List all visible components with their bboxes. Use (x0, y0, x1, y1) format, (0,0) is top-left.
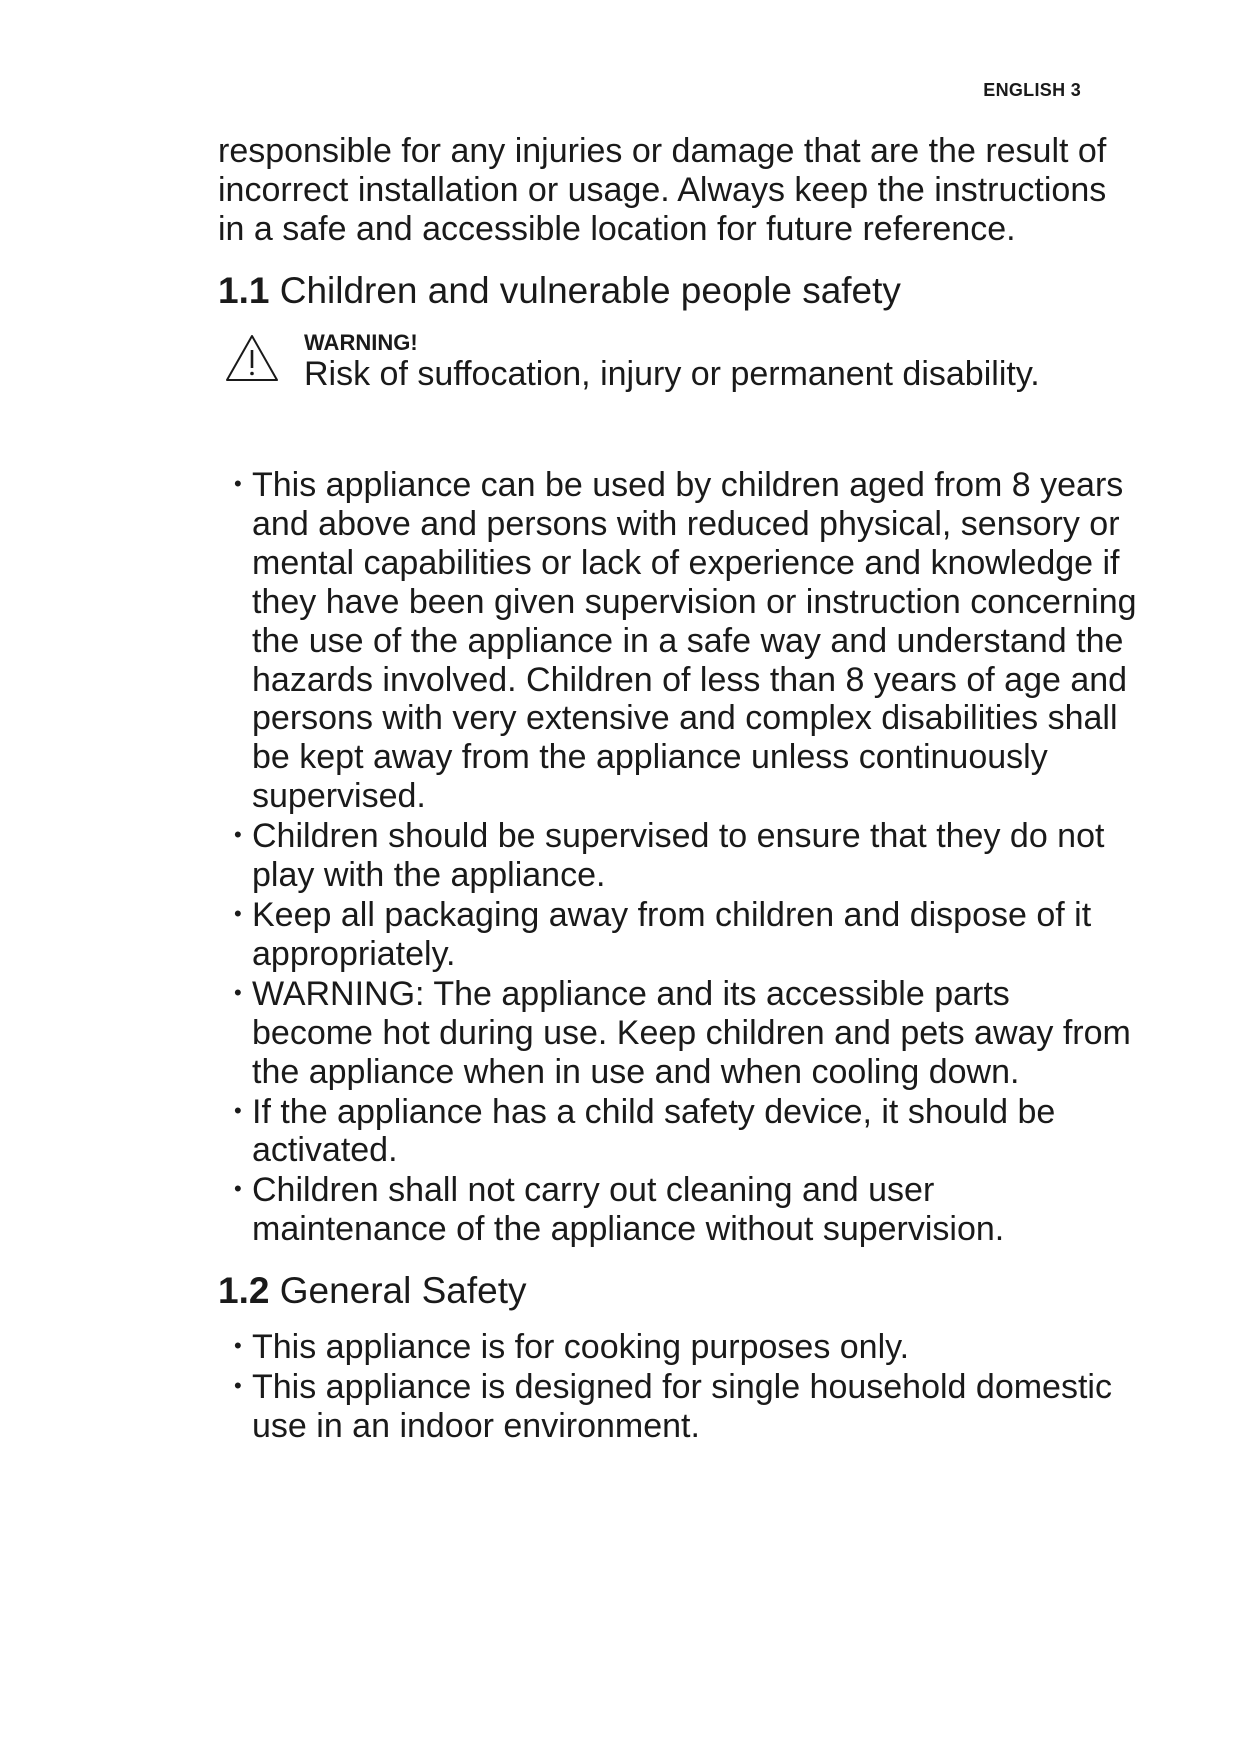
list-item (218, 895, 1138, 974)
section-number: 1.2 (218, 1270, 270, 1312)
bullet-dot: • (234, 979, 242, 1005)
warning-text: Risk of suffocation, injury or permanent disability. (304, 355, 1040, 393)
page-header: ENGLISH 3 (983, 80, 1081, 100)
warning-title: WARNING! (304, 330, 418, 355)
bullet-dot: • (234, 822, 242, 848)
list-item-text: Keep all packaging away from children and dispose of it appropriately. (252, 895, 1092, 973)
intro-paragraph: responsible for any injuries or damage that are the result of incorrect installation or usage. Always keep the instructions in a safe and accessible location for future reference. (218, 132, 1107, 248)
warning-box (218, 331, 1138, 437)
list-item (218, 1092, 1138, 1171)
document-content (218, 132, 1138, 1446)
list-item (218, 465, 1138, 816)
bullet-dot: • (234, 1097, 242, 1123)
list-item-text: This appliance is for cooking purposes only. (252, 1328, 910, 1367)
list-item-text: Children shall not carry out cleaning and user maintenance of the appliance without supervision. (252, 1171, 1005, 1249)
list-item-text: This appliance can be used by children aged from 8 years and above and persons with reduced physical, sensory or mental capabilities or lack of experience and knowledge if they have been given supervision or instruction concerning the use of the appliance in a safe way and understand the hazards involved. Children of less than 8 years of age and persons with very extensive and complex disabilities shall be kept away from the appliance unless continuously supervised. (252, 466, 1137, 816)
general-safety-list (218, 1327, 1138, 1446)
bullet-dot: • (234, 900, 242, 926)
list-item (218, 974, 1138, 1092)
list-item-text: WARNING: The appliance and its accessible parts become hot during use. Keep children and pets away from the appliance when in use and when cooling down. (252, 974, 1131, 1091)
list-item (218, 816, 1138, 895)
list-item (218, 1367, 1138, 1446)
warning-triangle-icon (224, 333, 280, 383)
section-heading-1-1 (218, 269, 1138, 313)
bullet-dot: • (234, 1176, 242, 1202)
section-heading-1-2 (218, 1269, 1138, 1313)
section-title: General Safety (279, 1270, 527, 1312)
list-item (218, 1327, 1138, 1367)
list-item (218, 1170, 1138, 1249)
list-item-text: Children should be supervised to ensure that they do not play with the appliance. (252, 817, 1105, 895)
list-item-text: If the appliance has a child safety device, it should be activated. (252, 1092, 1056, 1170)
list-item-text: This appliance is designed for single household domestic use in an indoor environment. (252, 1368, 1112, 1445)
section-title: Children and vulnerable people safety (279, 270, 901, 311)
bullet-dot: • (234, 1373, 242, 1399)
section-number: 1.1 (218, 270, 270, 311)
bullet-dot: • (234, 471, 242, 496)
bullet-dot: • (234, 1333, 242, 1359)
children-safety-list (218, 465, 1138, 1249)
